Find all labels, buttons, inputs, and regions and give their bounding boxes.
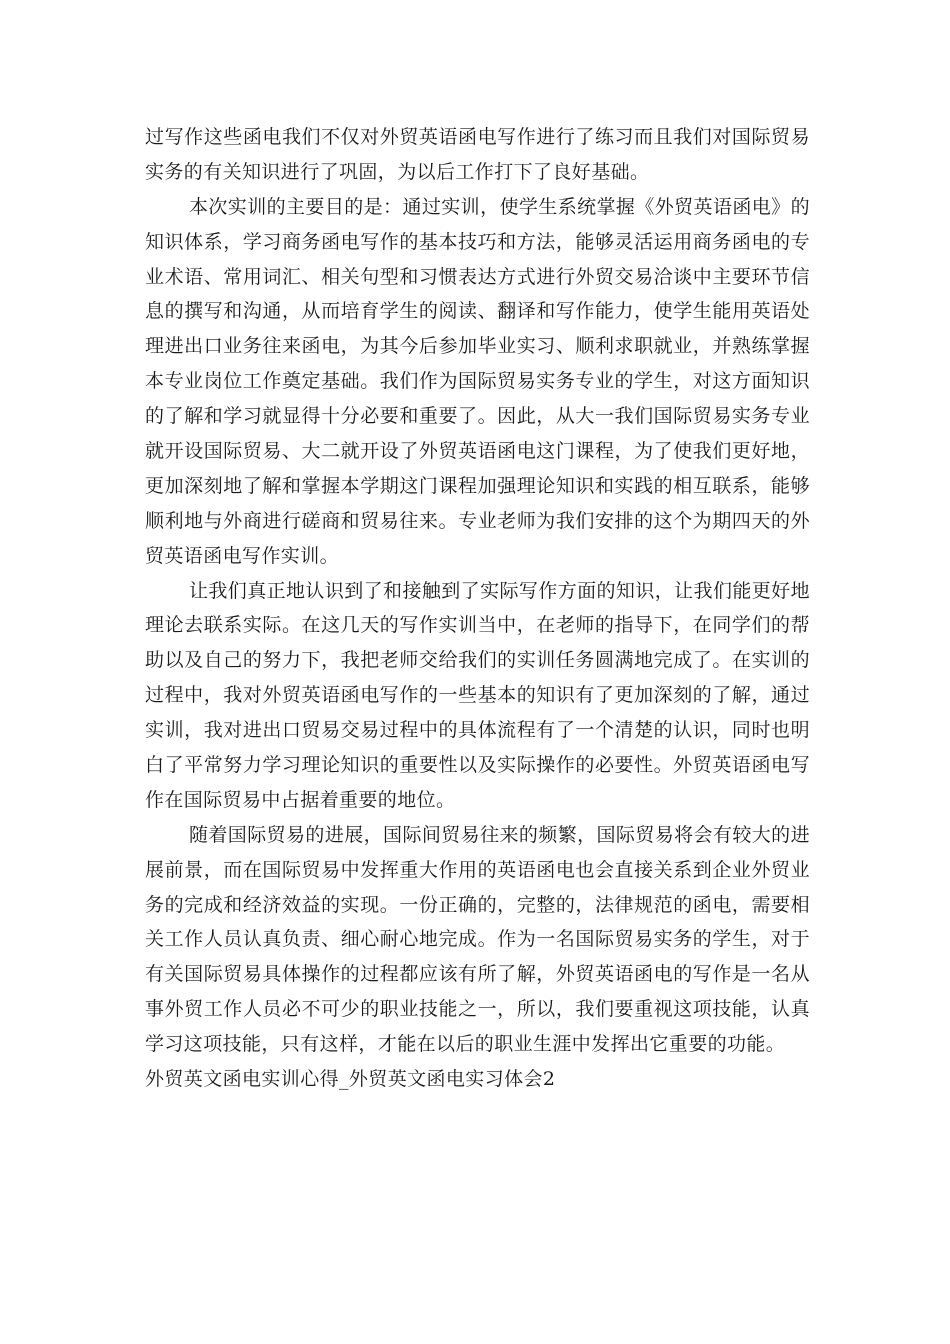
text-line: 理论去联系实际。在这几天的写作实训当中，在老师的指导下，在同学们的帮 — [145, 614, 810, 637]
text-line: 过程中，我对外贸英语函电写作的一些基本的知识有了更加深刻的了解，通过 — [145, 684, 810, 707]
paragraph — [145, 120, 810, 190]
paragraph — [145, 818, 810, 1062]
text-line: 有关国际贸易具体操作的过程都应该有所了解，外贸英语函电的写作是一名从 — [145, 963, 810, 986]
section-heading: 外贸英文函电实训心得_外贸英文函电实习体会2 — [145, 1068, 556, 1091]
text-line: 的了解和学习就显得十分必要和重要了。因此，从大一我们国际贸易实务专业 — [145, 405, 810, 428]
text-line: 展前景，而在国际贸易中发挥重大作用的英语函电也会直接关系到企业外贸业 — [145, 858, 810, 881]
text-line: 就开设国际贸易、大二就开设了外贸英语函电这门课程，为了使我们更好地， — [145, 440, 810, 463]
text-line: 事外贸工作人员必不可少的职业技能之一，所以，我们要重视这项技能，认真 — [145, 998, 810, 1021]
text-line: 关工作人员认真负责、细心耐心地完成。作为一名国际贸易实务的学生，对于 — [145, 928, 810, 951]
text-line: 让我们真正地认识到了和接触到了实际写作方面的知识，让我们能更好地 — [189, 579, 810, 602]
text-line: 业术语、常用词汇、相关句型和习惯表达方式进行外贸交易洽谈中主要环节信 — [145, 265, 810, 288]
text-line: 顺利地与外商进行磋商和贸易往来。专业老师为我们安排的这个为期四天的外 — [145, 509, 810, 532]
text-line: 知识体系，学习商务函电写作的基本技巧和方法，能够灵活运用商务函电的专 — [145, 230, 810, 253]
text-line: 过写作这些函电我们不仅对外贸英语函电写作进行了练习而且我们对国际贸易 — [145, 126, 810, 148]
text-line: 息的撰写和沟通，从而培育学生的阅读、翻译和写作能力，使学生能用英语处 — [145, 300, 810, 323]
text-line: 更加深刻地了解和掌握本学期这门课程加强理论知识和实践的相互联系，能够 — [145, 474, 810, 497]
text-line: 本次实训的主要目的是：通过实训，使学生系统掌握《外贸英语函电》的 — [189, 195, 810, 218]
document-page — [145, 120, 810, 1097]
text-line: 学习这项技能，只有这样，才能在以后的职业生涯中发挥出它重要的功能。 — [145, 1033, 786, 1056]
text-line: 务的完成和经济效益的实现。一份正确的，完整的，法律规范的函电，需要相 — [145, 893, 810, 916]
paragraph — [145, 574, 810, 818]
paragraph — [145, 190, 810, 574]
text-line: 随着国际贸易的进展，国际间贸易往来的频繁，国际贸易将会有较大的进 — [189, 823, 810, 846]
text-line: 实务的有关知识进行了巩固，为以后工作打下了良好基础。 — [145, 160, 650, 183]
text-line: 实训，我对进出口贸易交易过程中的具体流程有了一个清楚的认识，同时也明 — [145, 719, 810, 742]
text-line: 助以及自己的努力下，我把老师交给我们的实训任务圆满地完成了。在实训的 — [145, 649, 810, 672]
text-line: 白了平常努力学习理论知识的重要性以及实际操作的必要性。外贸英语函电写 — [145, 754, 810, 777]
text-line: 理进出口业务往来函电，为其今后参加毕业实习、顺利求职就业，并熟练掌握 — [145, 335, 810, 358]
text-line: 作在国际贸易中占据着重要的地位。 — [145, 788, 456, 811]
text-line: 贸英语函电写作实训。 — [145, 544, 340, 567]
document-body — [145, 120, 810, 1062]
text-line: 本专业岗位工作奠定基础。我们作为国际贸易实务专业的学生，对这方面知识 — [145, 370, 810, 393]
